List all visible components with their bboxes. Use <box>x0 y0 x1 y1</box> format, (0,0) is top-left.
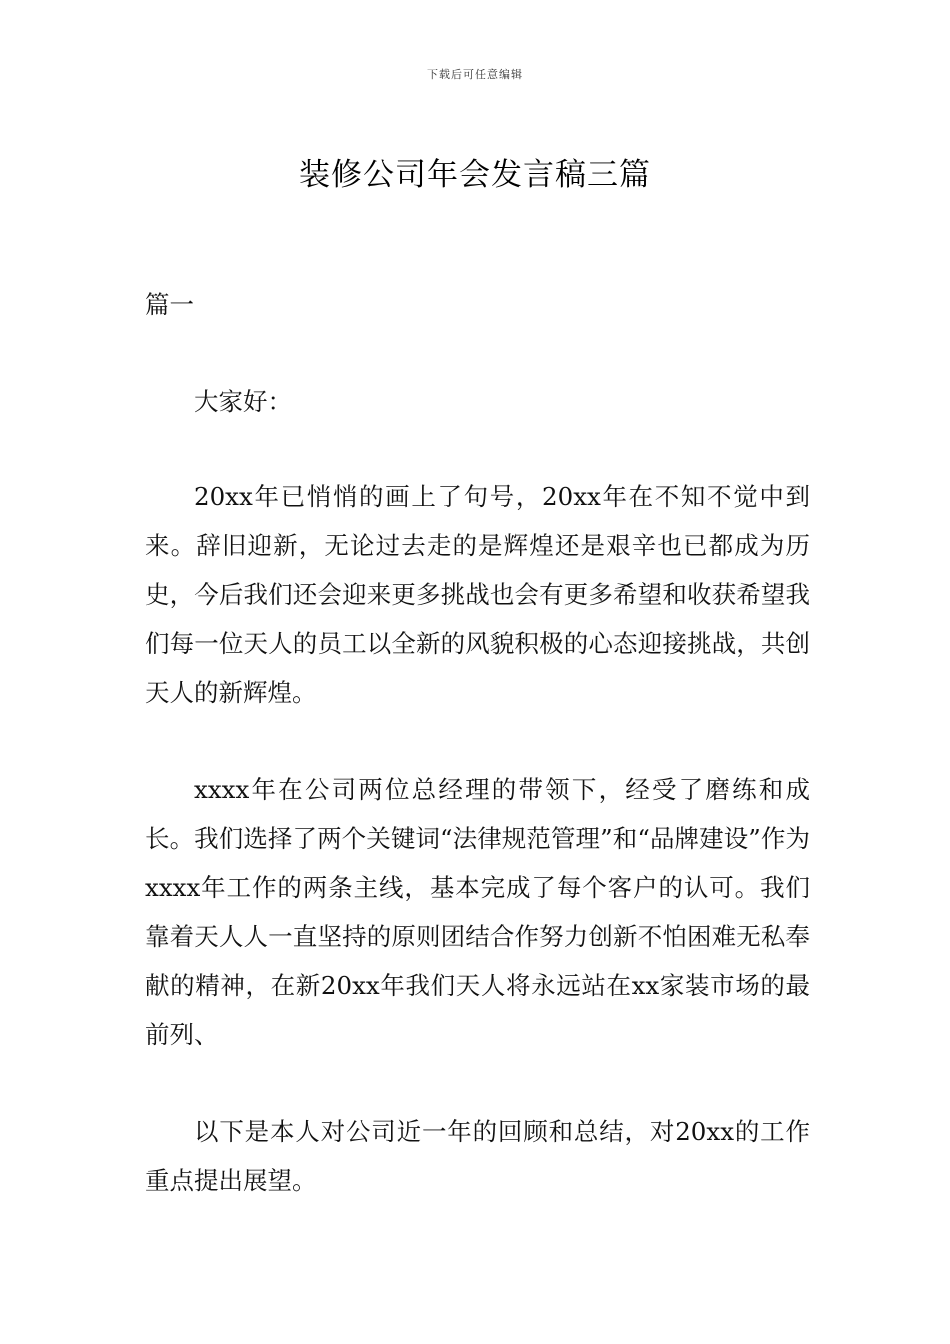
document-title: 装修公司年会发言稿三篇 <box>299 156 651 193</box>
header-note: 下载后可任意编辑 <box>427 68 523 81</box>
paragraph-2: xxxx年在公司两位总经理的带领下，经受了磨练和成长。我们选择了两个关键词“法律规范管理”和“品牌建设”作为xxxx年工作的两条主线，基本完成了每个客户的认可。我们靠着天人人一直坚持的原则团结合作努力创新不怕困难无私奉献的精神，在新20xx年我们天人将永远站在xx家装市场的最前列、 <box>145 775 810 1049</box>
section-heading: 篇一 <box>145 290 194 319</box>
document-body <box>145 280 810 1205</box>
greeting: 大家好： <box>194 387 292 416</box>
paragraph-3: 以下是本人对公司近一年的回顾和总结，对20xx的工作重点提出展望。 <box>145 1117 810 1195</box>
paragraph-1: 20xx年已悄悄的画上了句号，20xx年在不知不觉中到来。辞旧迎新，无论过去走的是辉煌还是艰辛也已都成为历史，今后我们还会迎来更多挑战也会有更多希望和收获希望我们每一位天人的员工以全新的风貌积极的心态迎接挑战，共创天人的新辉煌。 <box>145 482 810 707</box>
